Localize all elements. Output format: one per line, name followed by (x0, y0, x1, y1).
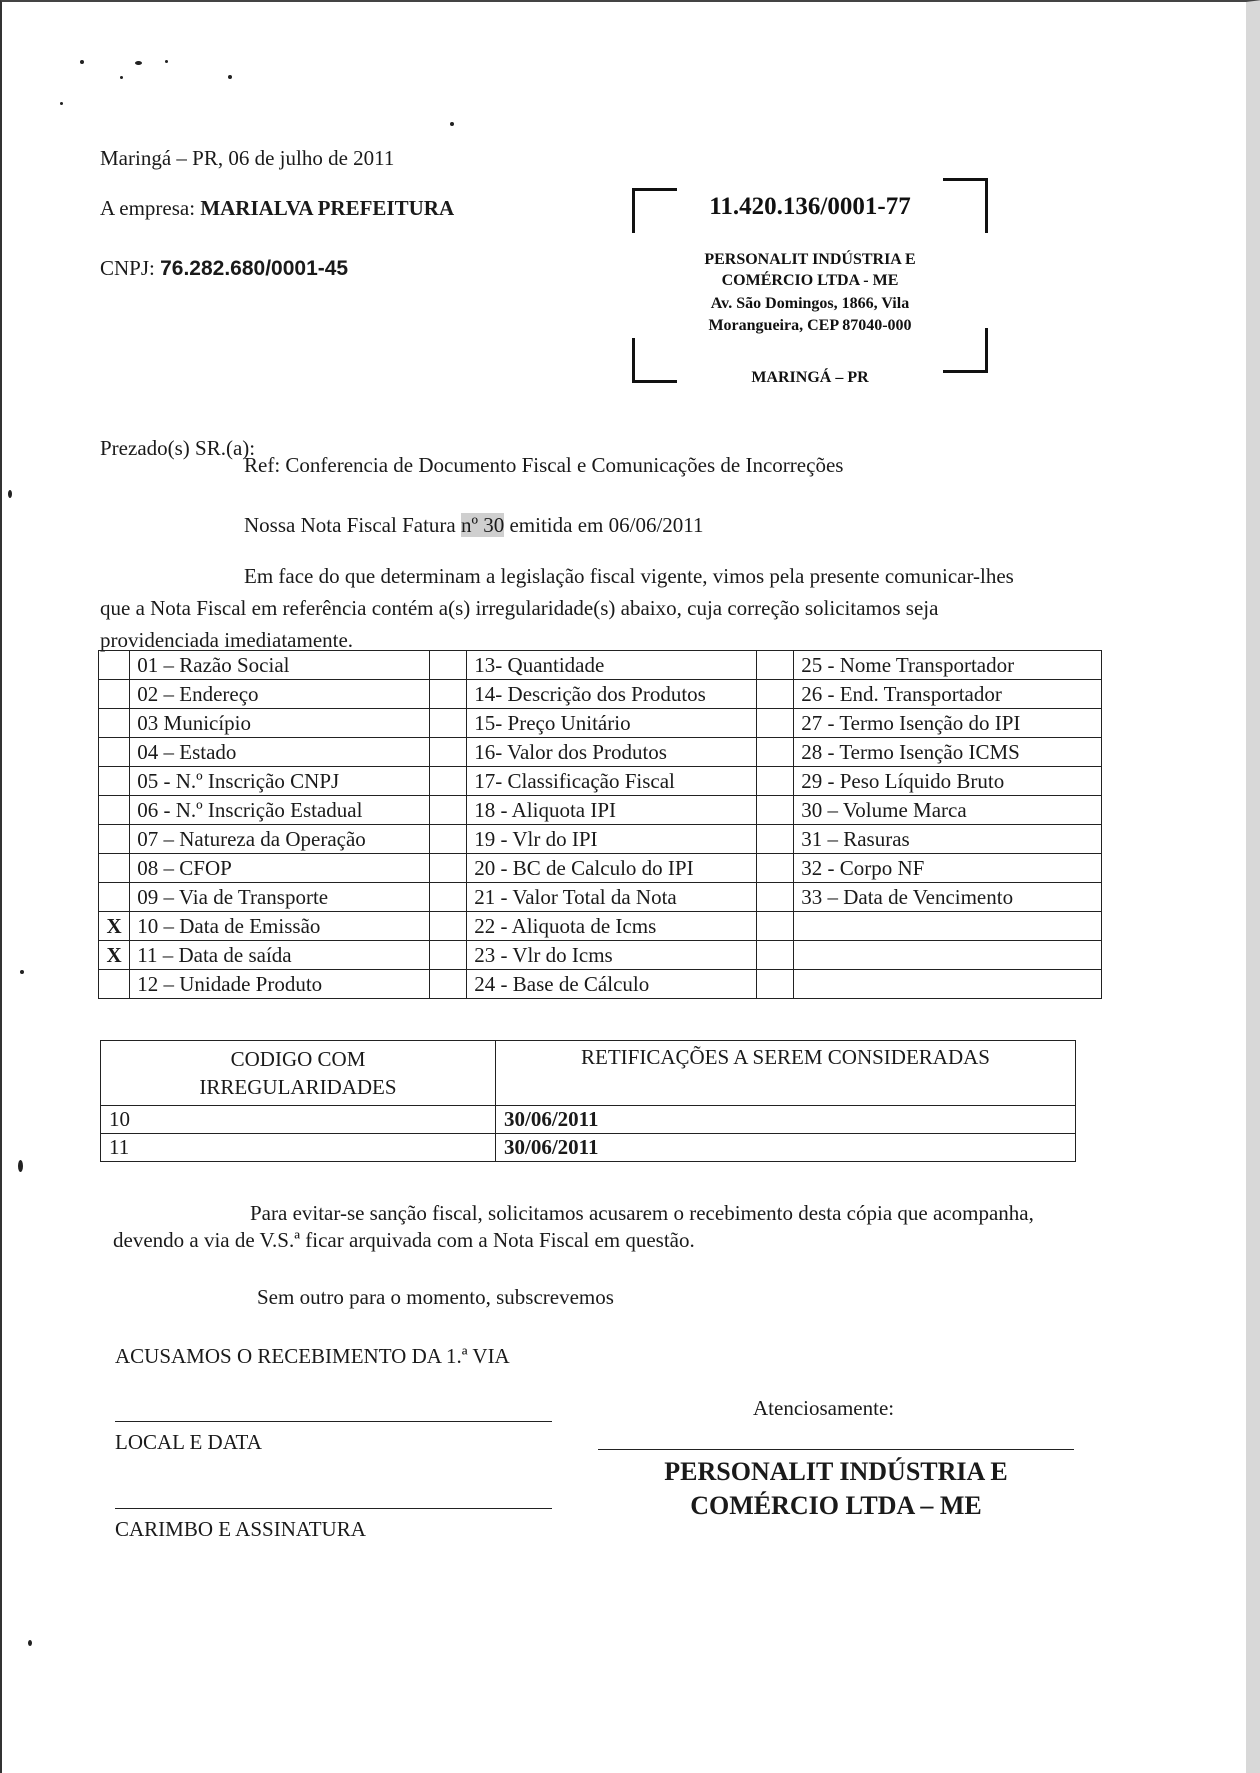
checklist-item: 07 – Natureza da Operação (130, 825, 430, 854)
checklist-item: 10 – Data de Emissão (130, 912, 430, 941)
checklist-mark: X (99, 912, 130, 941)
checklist-item: 11 – Data de saída (130, 941, 430, 970)
checklist-item: 17- Classificação Fiscal (467, 767, 757, 796)
checklist-item: 15- Preço Unitário (467, 709, 757, 738)
checklist-row (99, 796, 1102, 825)
checklist-mark (429, 912, 466, 941)
checklist-mark (756, 970, 793, 999)
carimbo-label: CARIMBO E ASSINATURA (115, 1517, 366, 1541)
checklist-mark (429, 680, 466, 709)
checklist-item: 21 - Valor Total da Nota (467, 883, 757, 912)
checklist-item: 33 – Data de Vencimento (794, 883, 1102, 912)
stamp-name2: COMÉRCIO LTDA - ME (721, 272, 899, 289)
company-name: MARIALVA PREFEITURA (200, 196, 455, 220)
checklist-mark (99, 854, 130, 883)
paragraph1-line3: providenciada imediatamente. (100, 628, 354, 652)
checklist-item: 23 - Vlr do Icms (467, 941, 757, 970)
retificacoes-table (100, 1040, 1076, 1162)
checklist-item: 16- Valor dos Produtos (467, 738, 757, 767)
checklist-item: 04 – Estado (130, 738, 430, 767)
local-date-label: LOCAL E DATA (115, 1430, 262, 1454)
retificacoes-header-code (101, 1041, 496, 1106)
scan-speck (228, 75, 232, 79)
retificacoes-header-code-line2: IRREGULARIDADES (199, 1075, 397, 1099)
checklist-mark (429, 854, 466, 883)
checklist-item: 09 – Via de Transporte (130, 883, 430, 912)
checklist-item: 01 – Razão Social (130, 651, 430, 680)
checklist-row (99, 912, 1102, 941)
checklist-mark (99, 738, 130, 767)
nota-number: nº 30 (460, 513, 505, 537)
checklist-item: 32 - Corpo NF (794, 854, 1102, 883)
scan-speck (120, 76, 123, 79)
cnpj-value: 76.282.680/0001-45 (160, 257, 349, 280)
checklist-row (99, 941, 1102, 970)
checklist-row (99, 883, 1102, 912)
checklist-item: 27 - Termo Isenção do IPI (794, 709, 1102, 738)
regards: Atenciosamente: (753, 1396, 895, 1420)
checklist-item (794, 912, 1102, 941)
irregularities-checklist (98, 650, 1102, 999)
checklist-row (99, 651, 1102, 680)
scan-speck (18, 1160, 23, 1172)
checklist-row (99, 680, 1102, 709)
stamp-address1: Av. São Domingos, 1866, Vila (710, 295, 910, 312)
checklist-item: 18 - Aliquota IPI (467, 796, 757, 825)
nota-prefix: Nossa Nota Fiscal Fatura (244, 513, 461, 537)
stamp-city: MARINGÁ – PR (751, 369, 869, 386)
checklist-mark (756, 912, 793, 941)
checklist-mark (429, 709, 466, 738)
checklist-mark (756, 854, 793, 883)
checklist-row (99, 738, 1102, 767)
nota-suffix: emitida em 06/06/2011 (504, 513, 704, 537)
retificacoes-code: 10 (101, 1106, 496, 1134)
checklist-mark (429, 767, 466, 796)
stamp-name1: PERSONALIT INDÚSTRIA E (704, 251, 916, 268)
scan-speck (80, 60, 84, 64)
retificacoes-code: 11 (101, 1134, 496, 1162)
checklist-item: 24 - Base de Cálculo (467, 970, 757, 999)
checklist-mark (756, 941, 793, 970)
checklist-mark (756, 825, 793, 854)
checklist-item: 03 Município (130, 709, 430, 738)
checklist-mark (756, 883, 793, 912)
checklist-item: 22 - Aliquota de Icms (467, 912, 757, 941)
checklist-row (99, 767, 1102, 796)
retificacoes-header-value: RETIFICAÇÕES A SEREM CONSIDERADAS (496, 1041, 1076, 1106)
checklist-row (99, 825, 1102, 854)
checklist-mark (429, 883, 466, 912)
checklist-mark (429, 651, 466, 680)
checklist-row (99, 970, 1102, 999)
checklist-mark (99, 680, 130, 709)
local-date-line (115, 1421, 552, 1422)
checklist-mark (756, 651, 793, 680)
checklist-item: 08 – CFOP (130, 854, 430, 883)
paragraph1-line2: que a Nota Fiscal em referência contém a(s) irregularidade(s) abaixo, cuja correção solicitamos seja (100, 596, 939, 620)
scan-speck (60, 102, 63, 105)
checklist-mark (429, 970, 466, 999)
cnpj-line (100, 255, 348, 282)
carimbo-line (115, 1508, 552, 1509)
scan-speck (450, 122, 454, 126)
checklist-row (99, 709, 1102, 738)
checklist-mark (429, 738, 466, 767)
checklist-item: 19 - Vlr do IPI (467, 825, 757, 854)
scan-speck (135, 61, 142, 65)
cnpj-label: CNPJ: (100, 256, 161, 280)
scan-speck (165, 60, 168, 63)
checklist-row (99, 854, 1102, 883)
checklist-item: 06 - N.º Inscrição Estadual (130, 796, 430, 825)
signature-line (598, 1449, 1074, 1450)
retificacoes-header (101, 1041, 1076, 1106)
retificacoes-value: 30/06/2011 (496, 1134, 1076, 1162)
checklist-item: 05 - N.º Inscrição CNPJ (130, 767, 430, 796)
nota-line (244, 512, 704, 538)
checklist-item (794, 941, 1102, 970)
acknowledge-line: ACUSAMOS O RECEBIMENTO DA 1.ª VIA (115, 1344, 510, 1368)
checklist-item: 02 – Endereço (130, 680, 430, 709)
paragraph1-line1: Em face do que determinam a legislação fiscal vigente, vimos pela presente comunicar-lhes (244, 564, 1014, 588)
checklist-item: 14- Descrição dos Produtos (467, 680, 757, 709)
retificacoes-header-code-line1: CODIGO COM (230, 1047, 366, 1071)
checklist-item: 30 – Volume Marca (794, 796, 1102, 825)
checklist-mark (756, 767, 793, 796)
checklist-item (794, 970, 1102, 999)
place-date: Maringá – PR, 06 de julho de 2011 (100, 146, 395, 170)
checklist-item: 20 - BC de Calculo do IPI (467, 854, 757, 883)
checklist-item: 13- Quantidade (467, 651, 757, 680)
checklist-mark (99, 651, 130, 680)
checklist-mark (99, 709, 130, 738)
checklist-mark (99, 825, 130, 854)
scan-speck (28, 1640, 32, 1646)
paragraph2-line2: devendo a via de V.S.ª ficar arquivada com a Nota Fiscal em questão. (113, 1228, 695, 1252)
checklist-item: 29 - Peso Líquido Bruto (794, 767, 1102, 796)
stamp-cnpj: 11.420.136/0001-77 (709, 193, 911, 220)
checklist-mark (429, 796, 466, 825)
company-stamp (632, 178, 988, 400)
checklist-mark (99, 970, 130, 999)
retificacoes-row (101, 1134, 1076, 1162)
checklist-mark (756, 796, 793, 825)
reference: Ref: Conferencia de Documento Fiscal e Comunicações de Incorreções (244, 453, 844, 477)
checklist-mark (429, 941, 466, 970)
checklist-item: 12 – Unidade Produto (130, 970, 430, 999)
checklist-item: 25 - Nome Transportador (794, 651, 1102, 680)
salutation: Prezado(s) SR.(a): (100, 436, 256, 460)
company-line (100, 195, 454, 221)
closing-line: Sem outro para o momento, subscrevemos (257, 1285, 614, 1309)
checklist-mark (756, 738, 793, 767)
checklist-item: 28 - Termo Isenção ICMS (794, 738, 1102, 767)
retificacoes-row (101, 1106, 1076, 1134)
stamp-address2: Morangueira, CEP 87040-000 (708, 317, 912, 334)
scan-speck (8, 490, 12, 498)
checklist-mark (99, 767, 130, 796)
checklist-mark (99, 883, 130, 912)
checklist-mark (756, 709, 793, 738)
paragraph2-line1: Para evitar-se sanção fiscal, solicitamos acusarem o recebimento desta cópia que acompanha, (250, 1201, 1034, 1225)
company-label: A empresa: (100, 196, 201, 220)
checklist-item: 31 – Rasuras (794, 825, 1102, 854)
signer-line2: COMÉRCIO LTDA – ME (690, 1491, 982, 1520)
signer-line1: PERSONALIT INDÚSTRIA E (664, 1457, 1008, 1486)
checklist-item: 26 - End. Transportador (794, 680, 1102, 709)
checklist-mark (99, 796, 130, 825)
checklist-mark (429, 825, 466, 854)
checklist-mark (756, 680, 793, 709)
checklist-mark: X (99, 941, 130, 970)
scan-speck (20, 970, 24, 974)
retificacoes-value: 30/06/2011 (496, 1106, 1076, 1134)
